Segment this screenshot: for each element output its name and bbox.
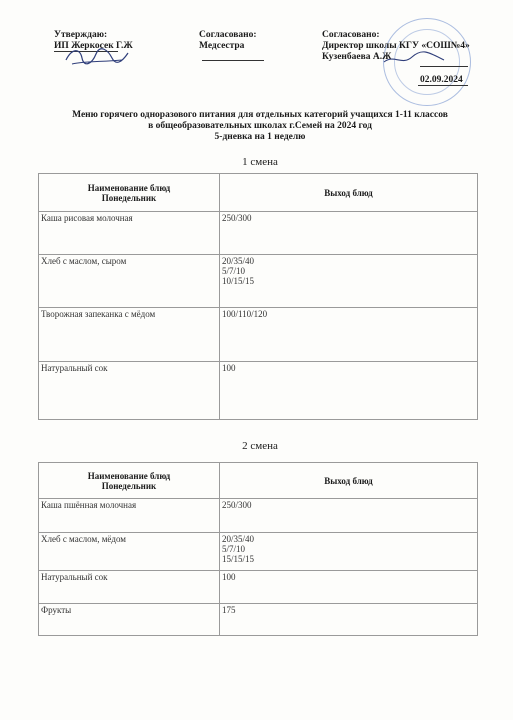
table-row bbox=[39, 604, 478, 636]
dish-yield: 250/300 bbox=[220, 499, 478, 533]
title-line-3: 5-дневка на 1 неделю bbox=[214, 132, 306, 142]
dish-yield: 175 bbox=[220, 604, 478, 636]
document-title bbox=[40, 110, 480, 143]
dish-yield: 20/35/40 5/7/10 15/15/15 bbox=[220, 533, 478, 571]
shift-1-label: 1 смена bbox=[242, 156, 278, 168]
table-row bbox=[39, 308, 478, 362]
table-row bbox=[39, 362, 478, 420]
yield-header: Выход блюд bbox=[220, 174, 478, 212]
dish-yield: 100 bbox=[220, 362, 478, 420]
dish-name-header: Наименование блюд Понедельник bbox=[39, 174, 220, 212]
dish-name: Каша пшённая молочная bbox=[39, 499, 220, 533]
title-line-2: в общеобразовательных школах г.Семей на 2024 год bbox=[148, 121, 372, 131]
approval-date: 02.09.2024 bbox=[420, 75, 463, 85]
yield-header: Выход блюд bbox=[220, 463, 478, 499]
dish-name: Фрукты bbox=[39, 604, 220, 636]
agreement-role: Медсестра bbox=[199, 41, 245, 51]
dish-name: Творожная запеканка с мёдом bbox=[39, 308, 220, 362]
title-line-1: Меню горячего одноразового питания для отдельных категорий учащихся 1-11 классов bbox=[72, 110, 448, 120]
approval-organization: ИП Жеркосек Г.Ж bbox=[54, 41, 133, 51]
nurse-signature-line bbox=[202, 60, 264, 61]
dish-name: Каша рисовая молочная bbox=[39, 212, 220, 255]
agreement-title: Согласовано: bbox=[199, 30, 257, 40]
agreement-title: Согласовано: bbox=[322, 30, 380, 40]
dish-name: Хлеб с маслом, сыром bbox=[39, 255, 220, 308]
shift-2-label: 2 смена bbox=[242, 440, 278, 452]
table-header-row bbox=[39, 463, 478, 499]
dish-yield: 20/35/40 5/7/10 10/15/15 bbox=[220, 255, 478, 308]
agreement-block-nurse bbox=[199, 30, 257, 52]
dish-yield: 100 bbox=[220, 571, 478, 604]
dish-name: Натуральный сок bbox=[39, 362, 220, 420]
table-row bbox=[39, 499, 478, 533]
dish-name-header: Наименование блюд Понедельник bbox=[39, 463, 220, 499]
dish-name: Хлеб с маслом, мёдом bbox=[39, 533, 220, 571]
dish-name: Натуральный сок bbox=[39, 571, 220, 604]
approval-title: Утверждаю: bbox=[54, 30, 108, 40]
table-row bbox=[39, 571, 478, 604]
director-signature-line bbox=[420, 66, 468, 67]
director-name: Кузенбаева А.Ж bbox=[322, 52, 392, 62]
dish-yield: 250/300 bbox=[220, 212, 478, 255]
table-row bbox=[39, 255, 478, 308]
director-role: Директор школы КГУ «СОШ№4» bbox=[322, 41, 470, 51]
table-header-row bbox=[39, 174, 478, 212]
table-row bbox=[39, 533, 478, 571]
shift-1-menu-table bbox=[38, 173, 478, 420]
dish-yield: 100/110/120 bbox=[220, 308, 478, 362]
signature-mark bbox=[62, 44, 132, 68]
table-row bbox=[39, 212, 478, 255]
shift-2-menu-table bbox=[38, 462, 478, 636]
date-underline bbox=[418, 85, 468, 86]
